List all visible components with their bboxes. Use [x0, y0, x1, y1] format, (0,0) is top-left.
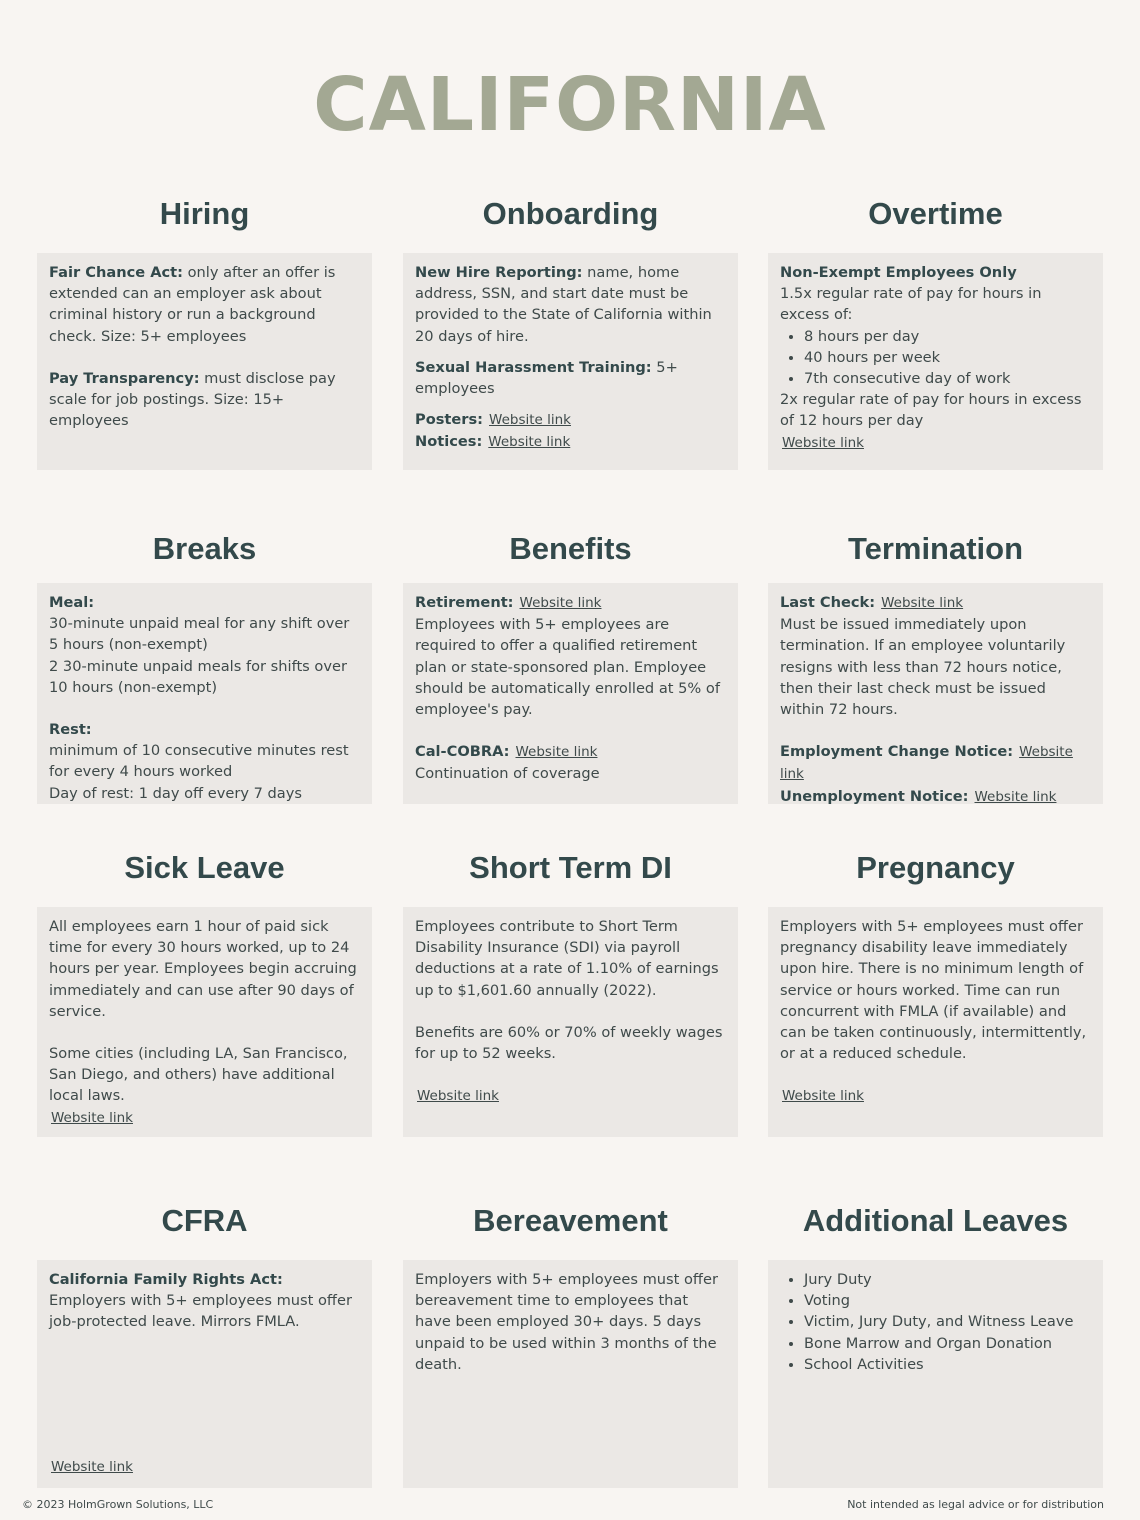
section-card-benefits: [403, 583, 738, 804]
paragraph: [415, 1085, 726, 1107]
website-link[interactable]: Website link: [780, 744, 1073, 783]
paragraph: [415, 916, 726, 1001]
section-heading-breaks: Breaks: [152, 531, 257, 566]
bold-label: Non-Exempt Employees Only: [780, 264, 1017, 281]
list-item: • Voting: [804, 1290, 1091, 1311]
paragraph: [49, 1290, 360, 1332]
website-link[interactable]: Website link: [782, 434, 864, 451]
section-card-hiring: [37, 253, 372, 470]
section-heading-overtime: Overtime: [868, 196, 1003, 231]
paragraph: [49, 719, 360, 740]
list-item: • Jury Duty: [804, 1269, 1091, 1290]
website-link[interactable]: Website link: [489, 412, 571, 429]
page-title: CALIFORNIA: [313, 62, 827, 148]
body-text: 1.5x regular rate of pay for hours in excess of:: [780, 285, 1042, 324]
section-card-overtime: [768, 253, 1103, 470]
bold-label: Notices:: [415, 433, 483, 451]
body-text: 5+ employees: [415, 358, 678, 398]
bold-label: Meal:: [49, 594, 95, 611]
list-item: • 7th consecutive day of work: [804, 368, 1091, 389]
section-card-short-term-di: [403, 907, 738, 1137]
body-text: Day of rest: 1 day off every 7 days: [49, 784, 302, 802]
paragraph: [415, 431, 726, 453]
section-heading-benefits: Benefits: [509, 531, 632, 566]
paragraph: [780, 592, 1091, 614]
bullet-list: [780, 326, 1091, 390]
paragraph: [780, 786, 1091, 808]
bold-label: Posters:: [415, 411, 484, 429]
bold-label: Last Check:: [780, 594, 876, 611]
body-text: 2x regular rate of pay for hours in excess of 12 hours per day: [780, 391, 1082, 430]
paragraph: [780, 741, 1091, 785]
section-card-pregnancy: [768, 907, 1103, 1137]
footer-copyright: © 2023 HolmGrown Solutions, LLC: [22, 1498, 214, 1511]
bold-label: Pay Transparency:: [49, 369, 200, 387]
body-text: Continuation of coverage: [415, 765, 600, 783]
paragraph: [49, 740, 360, 782]
bold-label: New Hire Reporting:: [415, 264, 583, 281]
paragraph: [415, 409, 726, 431]
paragraph: [780, 916, 1091, 1064]
paragraph: [49, 613, 360, 655]
paragraph: [49, 916, 360, 1022]
paragraph: [780, 389, 1091, 431]
body-text: name, home address, SSN, and start date must be provided to the State of California within 20 days of hire.: [415, 264, 712, 345]
paragraph: [49, 783, 360, 804]
section-card-cfra: [37, 1260, 372, 1488]
section-heading-short-term-di: Short Term DI: [469, 850, 672, 885]
footer-disclaimer: Not intended as legal advice or for distribution: [847, 1498, 1104, 1511]
list-item: • 8 hours per day: [804, 326, 1091, 347]
body-text: Employers with 5+ employees must offer bereavement time to employees that have been employed 30+ days. 5 days unpaid to be used within 3 months of the death.: [415, 1271, 718, 1373]
body-text: All employees earn 1 hour of paid sick time for every 30 hours worked, up to 24 hours per year. Employees begin accruing immediately and can use after 90 days of service.: [49, 918, 357, 1020]
website-link[interactable]: Website link: [782, 1088, 864, 1105]
bullet-list: [780, 1269, 1091, 1375]
website-link[interactable]: Website link: [515, 744, 598, 761]
section-card-sick-leave: [37, 907, 372, 1137]
paragraph: [415, 614, 726, 720]
bold-label: Unemployment Notice:: [780, 787, 969, 805]
paragraph: [49, 1269, 360, 1290]
section-heading-bereavement: Bereavement: [473, 1203, 668, 1238]
website-link[interactable]: Website link: [417, 1088, 499, 1105]
paragraph: [780, 283, 1091, 325]
paragraph: [415, 357, 726, 399]
bold-label: California Family Rights Act:: [49, 1271, 283, 1288]
list-item: • 40 hours per week: [804, 347, 1091, 368]
section-heading-onboarding: Onboarding: [482, 196, 659, 231]
paragraph: [49, 592, 360, 613]
paragraph: [415, 1022, 726, 1064]
paragraph: [49, 1456, 360, 1478]
body-text: must disclose pay scale for job postings. Size: 15+ employees: [49, 369, 336, 430]
section-heading-cfra: CFRA: [161, 1203, 248, 1238]
list-item: • Victim, Jury Duty, and Witness Leave: [804, 1311, 1091, 1332]
body-text: Employees with 5+ employees are required to offer a qualified retirement plan or state-sponsored plan. Employee should be automatically enrolled at 5% of employee's pay.: [415, 616, 720, 719]
paragraph: [415, 1269, 726, 1375]
website-link[interactable]: Website link: [51, 1109, 133, 1126]
section-heading-additional-leaves: Additional Leaves: [802, 1203, 1069, 1238]
bold-label: Retirement:: [415, 594, 514, 611]
paragraph: [415, 741, 726, 763]
body-text: 30-minute unpaid meal for any shift over 5 hours (non-exempt): [49, 615, 350, 654]
body-text: Benefits are 60% or 70% of weekly wages for up to 52 weeks.: [415, 1023, 723, 1063]
section-card-bereavement: [403, 1260, 738, 1488]
body-text: minimum of 10 consecutive minutes rest for every 4 hours worked: [49, 742, 349, 781]
section-card-breaks: [37, 583, 372, 804]
paragraph: [415, 763, 726, 784]
section-card-additional-leaves: [768, 1260, 1103, 1488]
website-link[interactable]: Website link: [881, 595, 964, 611]
body-text: 2 30-minute unpaid meals for shifts over 10 hours (non-exempt): [49, 657, 347, 696]
section-heading-termination: Termination: [847, 531, 1024, 566]
section-heading-pregnancy: Pregnancy: [856, 850, 1015, 885]
section-heading-hiring: Hiring: [159, 196, 250, 231]
bold-label: Fair Chance Act:: [49, 264, 183, 281]
paragraph: [49, 1043, 360, 1107]
website-link[interactable]: Website link: [488, 434, 571, 451]
body-text: Employers with 5+ employees must offer pregnancy disability leave immediately upon hire. There is no minimum length of service or hours worked. Time can run concurrent with FMLA (if available) and can be taken continuously, intermittently, or at a reduced schedule.: [780, 918, 1087, 1063]
bold-label: Employment Change Notice:: [780, 743, 1014, 761]
body-text: only after an offer is extended can an employer ask about criminal history or run a background check. Size: 5+ employees: [49, 264, 336, 345]
bold-label: Rest:: [49, 721, 92, 739]
paragraph: [780, 432, 1091, 454]
bold-label: Cal-COBRA:: [415, 743, 510, 761]
paragraph: [49, 368, 360, 432]
paragraph: [780, 614, 1091, 720]
body-text: Must be issued immediately upon termination. If an employee voluntarily resigns with less than 72 hours notice, then their last check must be issued within 72 hours.: [780, 616, 1066, 719]
paragraph: [49, 1107, 360, 1129]
bold-label: Sexual Harassment Training:: [415, 358, 652, 376]
body-text: Employers with 5+ employees must offer job-protected leave. Mirrors FMLA.: [49, 1292, 352, 1331]
list-item: • Bone Marrow and Organ Donation: [804, 1333, 1091, 1354]
website-link[interactable]: Website link: [51, 1458, 133, 1475]
website-link[interactable]: Website link: [519, 595, 602, 611]
website-link[interactable]: Website link: [974, 788, 1057, 805]
paragraph: [780, 1085, 1091, 1107]
paragraph: [415, 592, 726, 614]
paragraph: [49, 262, 360, 347]
section-heading-sick-leave: Sick Leave: [124, 850, 285, 885]
paragraph: [415, 262, 726, 347]
paragraph: [780, 262, 1091, 283]
list-item: • School Activities: [804, 1354, 1091, 1375]
paragraph: [49, 656, 360, 698]
body-text: Employees contribute to Short Term Disability Insurance (SDI) via payroll deductions at a rate of 1.10% of earnings up to $1,601.60 annually (2022).: [415, 918, 719, 999]
section-card-onboarding: [403, 253, 738, 470]
body-text: Some cities (including LA, San Francisco, San Diego, and others) have additional local laws.: [49, 1045, 348, 1105]
section-card-termination: [768, 583, 1103, 804]
